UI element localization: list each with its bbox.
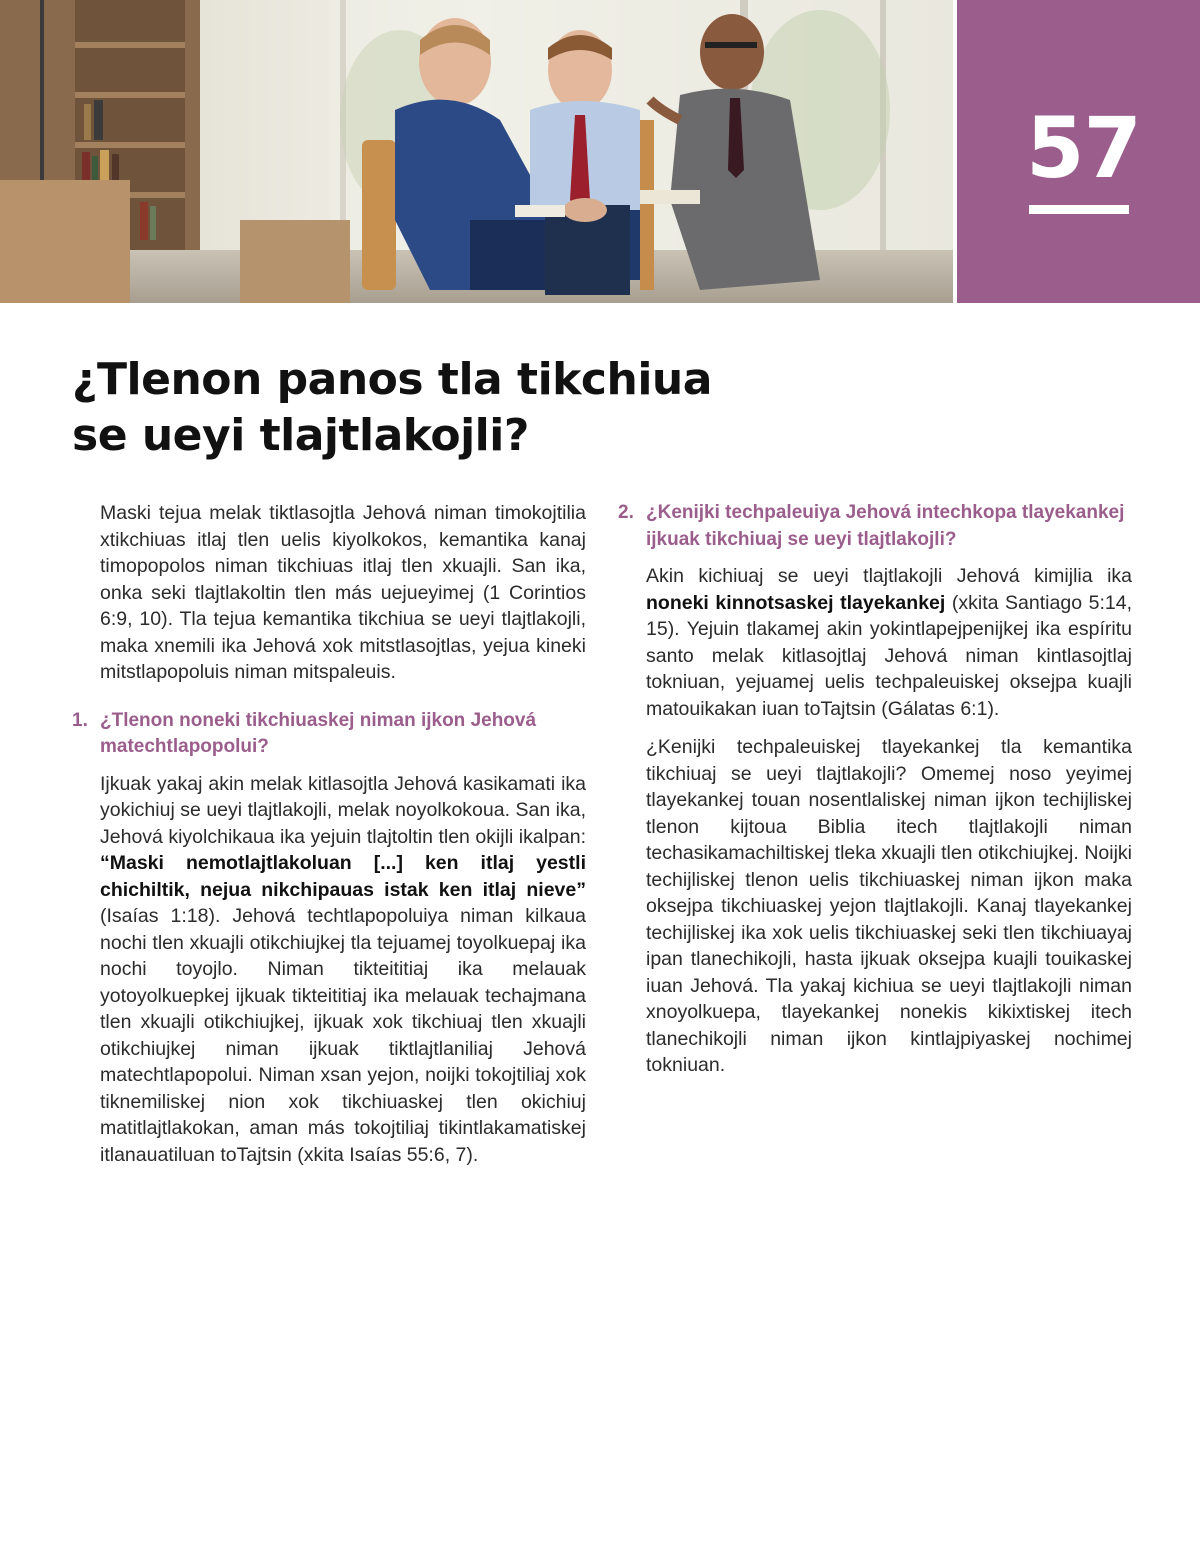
intro-paragraph: Maski tejua melak tiktlasojtla Jehová niman timokojtilia xtikchiuas itlaj tlen uelis kiyolkokos, kemantika kanaj timopopolos niman tikchiuas itlaj tlen xkuajli. San ika, onka seki tlajtlakoltin tlen más uejueyimej (1 Corintios 6:9, 10). Tla tejua kemantika tikchiua se ueyi tlajtlakojli, maka xnemili ika Jehová xok mitstlasojtlas, yejua kineki mitstlapopoluis niman mitspaleuis. bbox=[100, 502, 586, 683]
hero-photo bbox=[0, 0, 953, 303]
right-column bbox=[618, 500, 1132, 1091]
answer-1-paragraph bbox=[100, 771, 586, 1169]
page-title bbox=[72, 352, 872, 464]
question-1-text: ¿Tlenon noneki tikchiuaskej niman ijkon Jehová matechtlapopolui? bbox=[100, 709, 537, 757]
question-2 bbox=[618, 500, 1132, 553]
answer-1-bold-quote: “Maski nemotlajtlakoluan [...] ken itlaj yestli chichiltik, nejua nikchipauas istak ken itlaj nieve” bbox=[100, 852, 586, 901]
question-1 bbox=[72, 708, 586, 761]
answer-2-p1-before: Akin kichiuaj se ueyi tlajtlakojli Jehová kimijlia ika bbox=[646, 565, 1132, 587]
answer-1-text-after: (Isaías 1:18). Jehová techtlapopoluiya niman kilkaua nochi tlen xkuajli otikchiujkej tla tejuamej toyolkuepaj ika nochi toyojlo. Niman tikteititiaj ika melauak yotoyolkuepkej ijkuak tikteititiaj ika melauak techajmana tlen xkuajli otikchiujkej, ijkuak xok tikchiuaj tlen xkuajli otikchiujkej niman ijkuak tiktlajtlaniliaj Jehová matechtlapopolui. Niman xsan yejon, noijki tokojtiliaj xok tiknemiliskej nion xok tikchiuaskej tlen okichiuj matitlajtlakokan, aman más tokojtiliaj tikintlakamatiskej itlanauatiluan toTajtsin (xkita Isaías 55:6, 7). bbox=[100, 905, 586, 1166]
lesson-number: 57 bbox=[1026, 99, 1141, 197]
title-line-1: ¿Tlenon panos tla tikchiua bbox=[72, 354, 712, 405]
answer-1-text-before: Ijkuak yakaj akin melak kitlasojtla Jehová kasikamati ika yokichiuj se ueyi tlajtlakojli, melak noyolkokoua. San ika, Jehová kiyolchikaua ika yejuin tlajtoltin tlen okijli ikalpan: bbox=[100, 772, 586, 848]
title-line-2: se ueyi tlajtlakojli? bbox=[72, 410, 529, 461]
answer-2-p1-bold: noneki kinnotsaskej tlayekankej bbox=[646, 591, 946, 614]
answer-2-p1-after: (xkita Santiago 5:14, 15). Yejuin tlakamej akin yokintlapejpenijkej ika espíritu santo melak kitlasojtlaj Jehová niman kintlasojtlaj tokniuan, yejuamej uelis techpaleuiskej oksejpa kuajli matouikakan iuan toTajtsin (Gálatas 6:1). bbox=[646, 591, 1132, 720]
question-1-number: 1. bbox=[72, 709, 88, 731]
question-2-text: ¿Kenijki techpaleuiya Jehová intechkopa tlayekankej ijkuak tikchiuaj se ueyi tlajtlakojli? bbox=[646, 502, 1125, 550]
left-column bbox=[72, 500, 586, 1180]
answer-2-paragraph-2: ¿Kenijki techpaleuiskej tlayekankej tla kemantika tikchiuaj se ueyi tlajtlakojli? Omemej noso yeyimej tlayekankej touan nosentlaliskej niman ijkon techijliskej tlenon kijtoua Biblia itech tlajtlakojli niman techasikamachiltiskej tleka xkuajli tlen otikchiujkej. Noijki techijliskej tlenon uelis tikchiuaskej niman ijkon maka oksejpa tikchiuaskej yejon tlajtlakojli. Kanaj tlayekankej techijliskej ika xok uelis tikchiuaskej seki tlen tikchiuayaj ipan tlanechikojli, hasta ijkuak oksejpa kuajli touikaskej iuan Jehová. Tla yakaj kichiua se ueyi tlajtlakojli niman xnoyolkuepa, tlayekankej nonekis kikixtiskej itech tlanechikojli niman ijkon kintlajpiyaskej nochimej tokniuan. bbox=[646, 736, 1132, 1076]
answer-2-paragraph-1 bbox=[646, 563, 1132, 722]
lesson-number-box bbox=[957, 0, 1200, 303]
photo-three-men-conversation bbox=[0, 0, 953, 303]
question-2-number: 2. bbox=[618, 502, 634, 523]
lesson-number-underline bbox=[1029, 205, 1129, 214]
